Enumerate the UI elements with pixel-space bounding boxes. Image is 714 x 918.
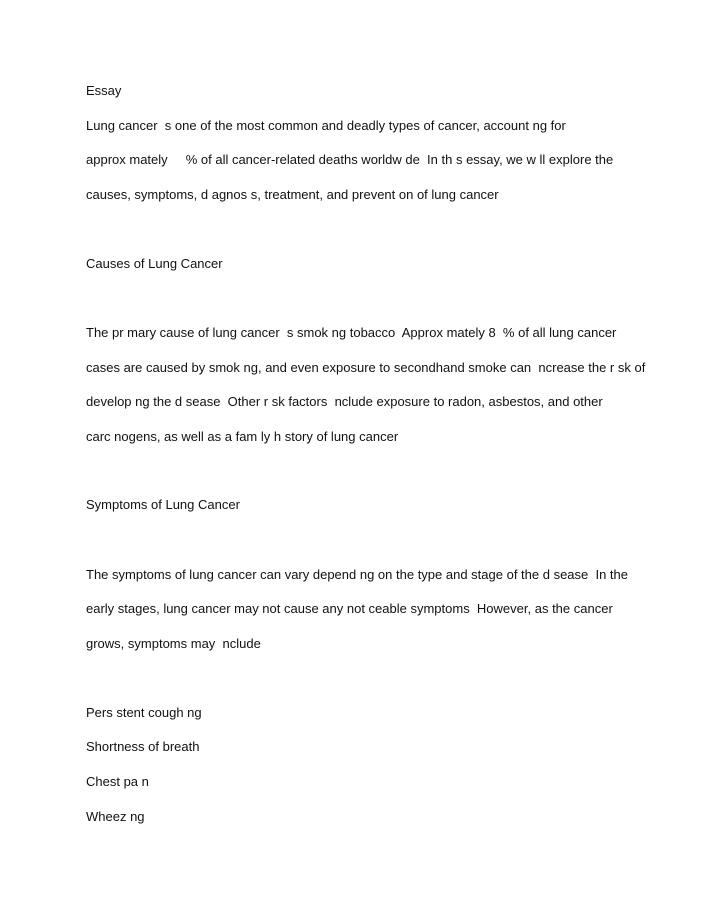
causes-line-3: develop ng the d sease Other r sk factors nclude exposure to radon, asbestos, and other bbox=[86, 394, 603, 409]
causes-line-4: carc nogens, as well as a fam ly h story of lung cancer bbox=[86, 429, 399, 444]
symptoms-line-2: early stages, lung cancer may not cause any not ceable symptoms However, as the cancer bbox=[86, 601, 613, 616]
list-item: Chest pa n bbox=[86, 774, 149, 789]
list-item: Pers stent cough ng bbox=[86, 705, 202, 720]
symptoms-heading: Symptoms of Lung Cancer bbox=[86, 497, 240, 512]
intro-line-1: Lung cancer s one of the most common and deadly types of cancer, account ng for bbox=[86, 118, 566, 133]
causes-heading: Causes of Lung Cancer bbox=[86, 256, 223, 271]
causes-line-2: cases are caused by smok ng, and even exposure to secondhand smoke can ncrease the r sk of bbox=[86, 360, 646, 375]
symptoms-line-3: grows, symptoms may nclude bbox=[86, 636, 261, 651]
intro-line-2: approx mately % of all cancer-related deaths worldw de In th s essay, we w ll explore the bbox=[86, 152, 614, 167]
list-item: Wheez ng bbox=[86, 809, 145, 824]
symptoms-line-1: The symptoms of lung cancer can vary depend ng on the type and stage of the d sease In the bbox=[86, 567, 629, 582]
intro-line-3: causes, symptoms, d agnos s, treatment, and prevent on of lung cancer bbox=[86, 187, 499, 202]
essay-title: Essay bbox=[86, 83, 122, 98]
causes-line-1: The pr mary cause of lung cancer s smok ng tobacco Approx mately 8 % of all lung cancer bbox=[86, 325, 617, 340]
list-item: Shortness of breath bbox=[86, 739, 200, 754]
